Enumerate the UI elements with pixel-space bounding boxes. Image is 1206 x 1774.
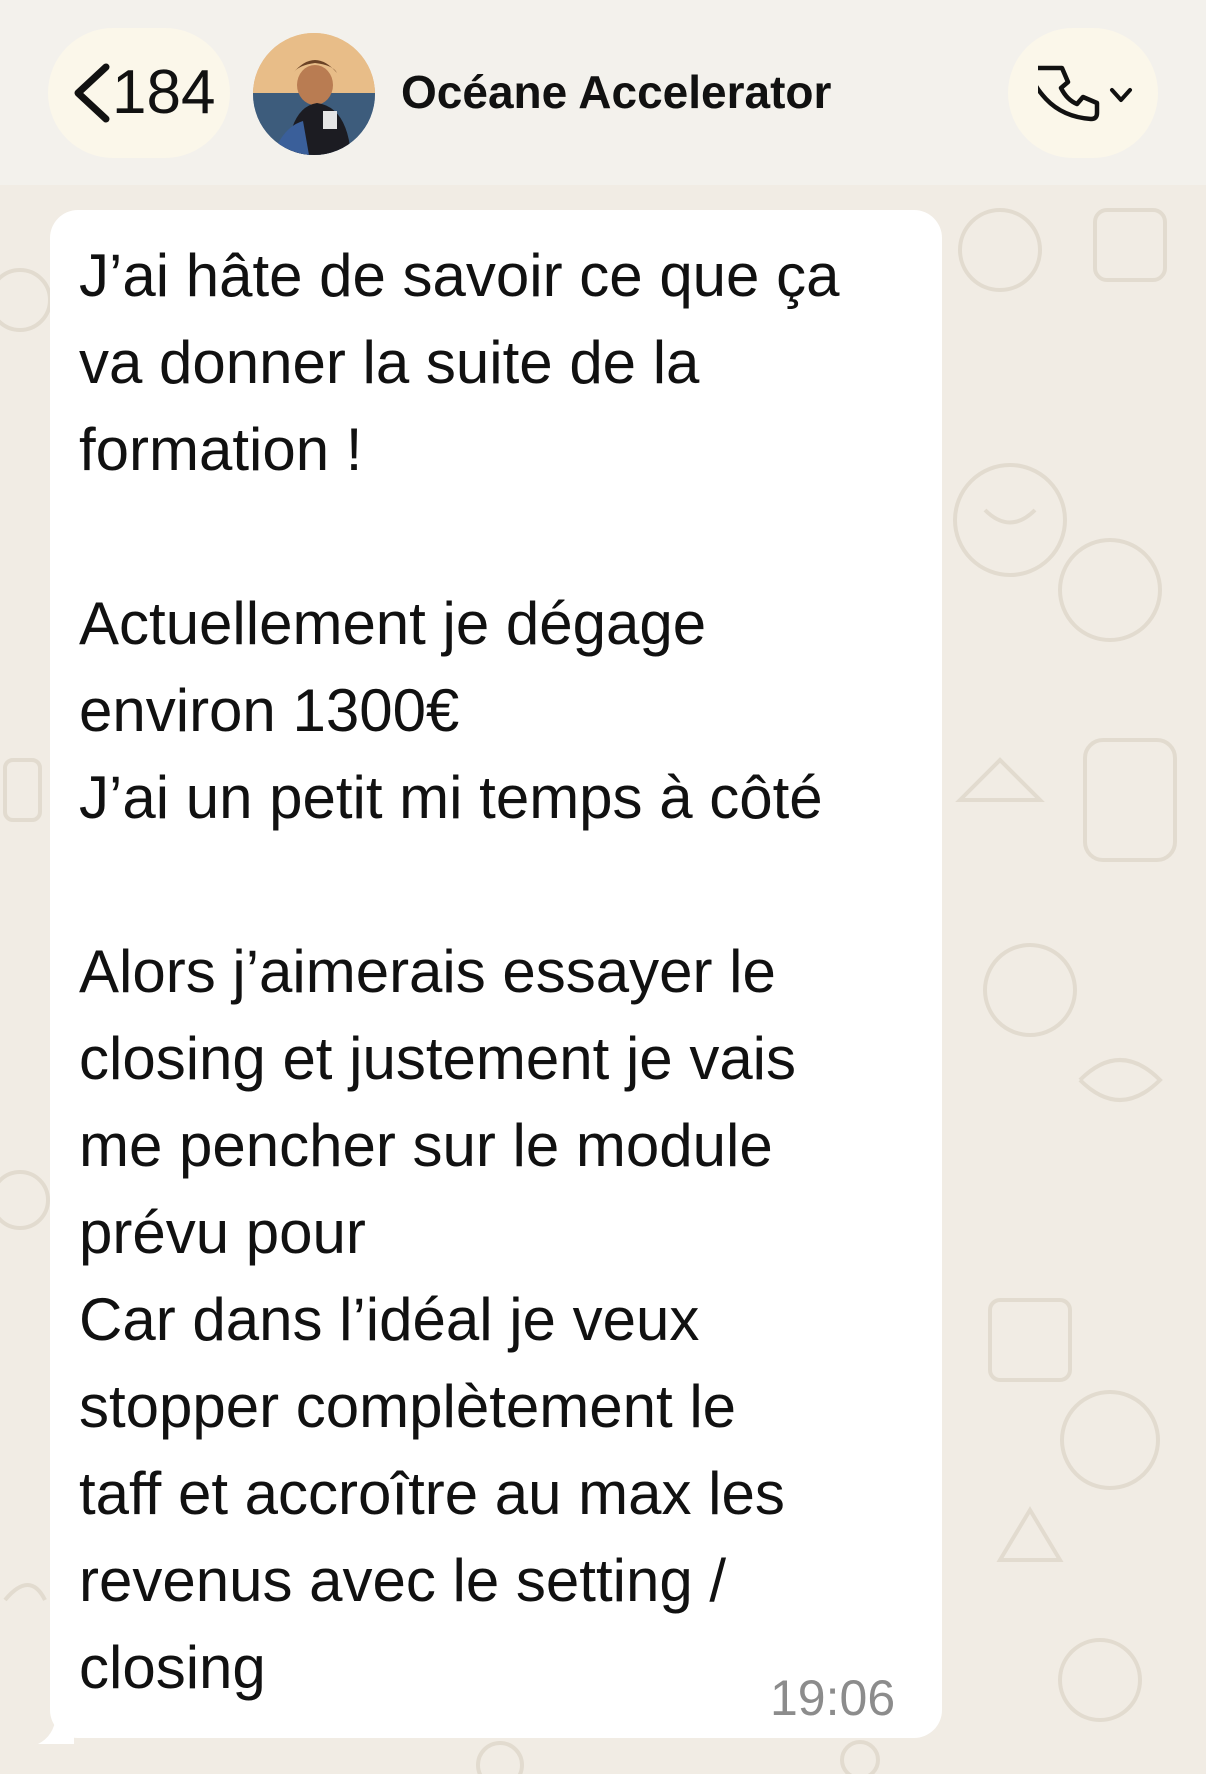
chevron-down-icon [1106,80,1136,110]
bubble-tail [34,1710,74,1744]
contact-name[interactable]: Océane Accelerator [401,66,832,118]
contact-avatar[interactable] [253,33,375,155]
avatar-image [253,33,375,155]
chat-header [0,0,1206,185]
call-button[interactable] [1008,28,1158,158]
message-text: J’ai hâte de savoir ce que ça va donner la suite de la formation ! Actuellement je dégage environ 1300€ J’ai un petit mi temps à côté Alors j’aimerais essayer le closing et justement je vais me pencher sur le module prévu pour Car dans l’idéal je veux stopper complètement le taff et accroître au max les revenus avec le setting / closing [79,242,840,1701]
unread-count: 184 [112,58,216,127]
back-button[interactable] [48,28,230,158]
message-timestamp: 19:06 [770,1670,896,1726]
phone-icon [1038,62,1102,126]
